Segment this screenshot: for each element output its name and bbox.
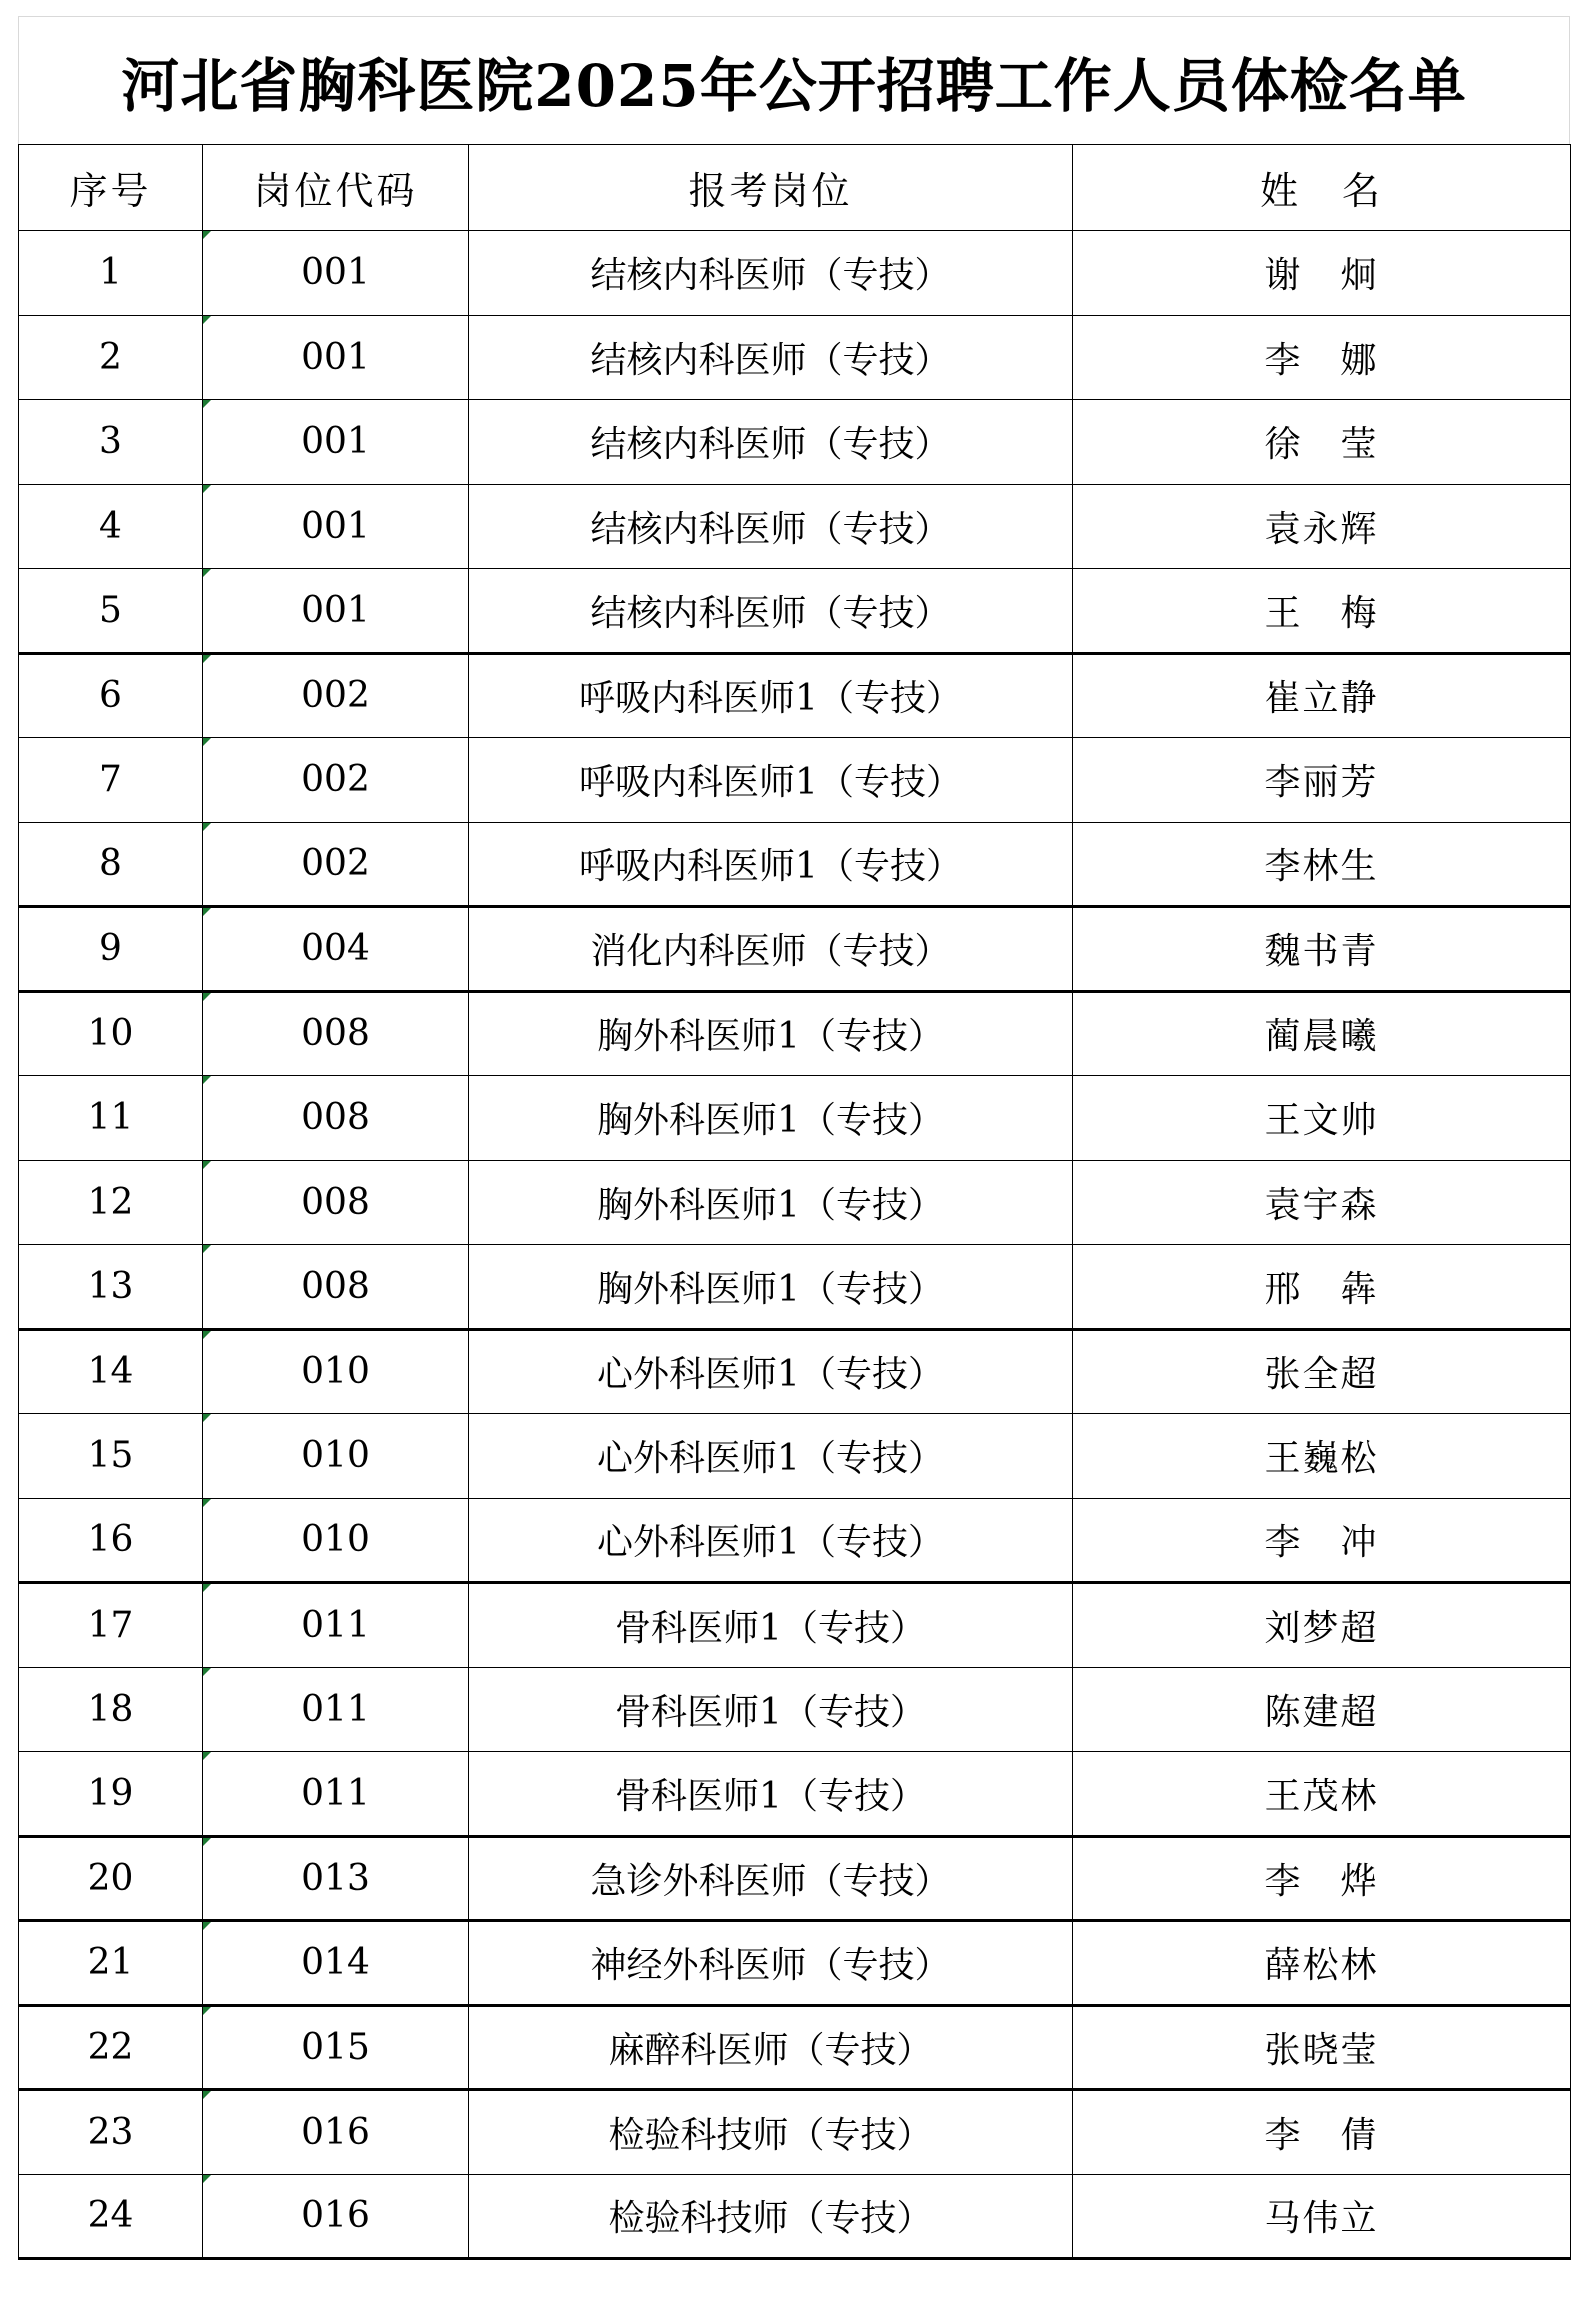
- cell-post: 消化内科医师（专技）: [469, 907, 1073, 992]
- table-row: [19, 2005, 1571, 2090]
- spreadsheet-page: [18, 16, 1570, 2260]
- cell-post: 心外科医师1（专技）: [469, 1414, 1073, 1499]
- table-row: [19, 1836, 1571, 1921]
- cell-post: 呼吸内科医师1（专技）: [469, 653, 1073, 738]
- cell-seq: 9: [19, 907, 203, 992]
- table-row: [19, 400, 1571, 485]
- cell-post: 结核内科医师（专技）: [469, 400, 1073, 485]
- cell-name: 李林生: [1073, 822, 1571, 907]
- table-row: [19, 315, 1571, 400]
- cell-code: 010: [203, 1498, 469, 1583]
- title-cell: [18, 16, 1570, 144]
- cell-seq: 2: [19, 315, 203, 400]
- cell-post: 结核内科医师（专技）: [469, 569, 1073, 654]
- cell-code: 008: [203, 1160, 469, 1245]
- cell-seq: 16: [19, 1498, 203, 1583]
- cell-name: 薛松林: [1073, 1921, 1571, 2006]
- cell-post: 麻醉科医师（专技）: [469, 2005, 1073, 2090]
- cell-post: 骨科医师1（专技）: [469, 1752, 1073, 1837]
- cell-code: 011: [203, 1752, 469, 1837]
- cell-name: 邢 犇: [1073, 1245, 1571, 1330]
- cell-name: 袁永辉: [1073, 484, 1571, 569]
- cell-post: 呼吸内科医师1（专技）: [469, 822, 1073, 907]
- table-row: [19, 1583, 1571, 1668]
- table-body: [19, 231, 1571, 2259]
- cell-code: 001: [203, 569, 469, 654]
- cell-code: 002: [203, 653, 469, 738]
- cell-name: 王巍松: [1073, 1414, 1571, 1499]
- cell-code: 016: [203, 2174, 469, 2259]
- cell-code: 013: [203, 1836, 469, 1921]
- cell-post: 骨科医师1（专技）: [469, 1667, 1073, 1752]
- cell-code: 010: [203, 1414, 469, 1499]
- cell-seq: 11: [19, 1076, 203, 1161]
- cell-code: 010: [203, 1329, 469, 1414]
- table-row: [19, 1245, 1571, 1330]
- header-code: 岗位代码: [203, 145, 469, 231]
- cell-code: 001: [203, 231, 469, 316]
- cell-post: 神经外科医师（专技）: [469, 1921, 1073, 2006]
- cell-code: 004: [203, 907, 469, 992]
- cell-seq: 3: [19, 400, 203, 485]
- table-row: [19, 1921, 1571, 2006]
- cell-code: 002: [203, 822, 469, 907]
- table-row: [19, 484, 1571, 569]
- cell-seq: 12: [19, 1160, 203, 1245]
- cell-post: 心外科医师1（专技）: [469, 1498, 1073, 1583]
- cell-seq: 24: [19, 2174, 203, 2259]
- cell-name: 王茂林: [1073, 1752, 1571, 1837]
- cell-name: 徐 莹: [1073, 400, 1571, 485]
- page-title: 河北省胸科医院2025年公开招聘工作人员体检名单: [121, 51, 1467, 120]
- cell-name: 李 倩: [1073, 2090, 1571, 2175]
- table-header-row: [19, 145, 1571, 231]
- cell-code: 008: [203, 1245, 469, 1330]
- cell-code: 002: [203, 738, 469, 823]
- cell-name: 李丽芳: [1073, 738, 1571, 823]
- cell-post: 胸外科医师1（专技）: [469, 1160, 1073, 1245]
- table-row: [19, 1329, 1571, 1414]
- cell-code: 011: [203, 1667, 469, 1752]
- cell-code: 008: [203, 991, 469, 1076]
- cell-name: 袁宇森: [1073, 1160, 1571, 1245]
- table-row: [19, 822, 1571, 907]
- cell-name: 李 娜: [1073, 315, 1571, 400]
- table-row: [19, 569, 1571, 654]
- cell-seq: 10: [19, 991, 203, 1076]
- cell-seq: 20: [19, 1836, 203, 1921]
- table-row: [19, 1667, 1571, 1752]
- cell-name: 刘梦超: [1073, 1583, 1571, 1668]
- cell-code: 014: [203, 1921, 469, 2006]
- table-row: [19, 2174, 1571, 2259]
- table-row: [19, 907, 1571, 992]
- cell-name: 马伟立: [1073, 2174, 1571, 2259]
- cell-name: 陈建超: [1073, 1667, 1571, 1752]
- cell-seq: 1: [19, 231, 203, 316]
- table-row: [19, 1498, 1571, 1583]
- cell-seq: 18: [19, 1667, 203, 1752]
- cell-seq: 22: [19, 2005, 203, 2090]
- cell-name: 王文帅: [1073, 1076, 1571, 1161]
- cell-post: 检验科技师（专技）: [469, 2174, 1073, 2259]
- table-row: [19, 653, 1571, 738]
- cell-name: 李 烨: [1073, 1836, 1571, 1921]
- cell-code: 016: [203, 2090, 469, 2175]
- cell-post: 检验科技师（专技）: [469, 2090, 1073, 2175]
- cell-seq: 17: [19, 1583, 203, 1668]
- cell-seq: 7: [19, 738, 203, 823]
- cell-post: 胸外科医师1（专技）: [469, 1076, 1073, 1161]
- cell-seq: 23: [19, 2090, 203, 2175]
- table-row: [19, 1752, 1571, 1837]
- cell-seq: 15: [19, 1414, 203, 1499]
- table-row: [19, 1076, 1571, 1161]
- cell-seq: 5: [19, 569, 203, 654]
- cell-code: 008: [203, 1076, 469, 1161]
- cell-seq: 6: [19, 653, 203, 738]
- cell-name: 崔立静: [1073, 653, 1571, 738]
- table-row: [19, 991, 1571, 1076]
- header-name: 姓 名: [1073, 145, 1571, 231]
- cell-seq: 14: [19, 1329, 203, 1414]
- cell-post: 心外科医师1（专技）: [469, 1329, 1073, 1414]
- header-seq: 序号: [19, 145, 203, 231]
- cell-name: 蔺晨曦: [1073, 991, 1571, 1076]
- cell-seq: 19: [19, 1752, 203, 1837]
- cell-post: 胸外科医师1（专技）: [469, 991, 1073, 1076]
- cell-code: 011: [203, 1583, 469, 1668]
- cell-post: 结核内科医师（专技）: [469, 315, 1073, 400]
- cell-code: 001: [203, 400, 469, 485]
- table-row: [19, 1160, 1571, 1245]
- cell-post: 骨科医师1（专技）: [469, 1583, 1073, 1668]
- cell-code: 001: [203, 484, 469, 569]
- exam-list-table: [18, 144, 1571, 2260]
- table-row: [19, 1414, 1571, 1499]
- cell-seq: 13: [19, 1245, 203, 1330]
- cell-name: 魏书青: [1073, 907, 1571, 992]
- cell-post: 急诊外科医师（专技）: [469, 1836, 1073, 1921]
- cell-post: 胸外科医师1（专技）: [469, 1245, 1073, 1330]
- cell-seq: 21: [19, 1921, 203, 2006]
- cell-post: 结核内科医师（专技）: [469, 231, 1073, 316]
- cell-name: 张晓莹: [1073, 2005, 1571, 2090]
- cell-name: 李 冲: [1073, 1498, 1571, 1583]
- table-row: [19, 231, 1571, 316]
- cell-post: 结核内科医师（专技）: [469, 484, 1073, 569]
- cell-post: 呼吸内科医师1（专技）: [469, 738, 1073, 823]
- cell-name: 张全超: [1073, 1329, 1571, 1414]
- cell-seq: 8: [19, 822, 203, 907]
- cell-seq: 4: [19, 484, 203, 569]
- table-row: [19, 738, 1571, 823]
- cell-name: 谢 炯: [1073, 231, 1571, 316]
- cell-name: 王 梅: [1073, 569, 1571, 654]
- table-row: [19, 2090, 1571, 2175]
- cell-code: 001: [203, 315, 469, 400]
- cell-code: 015: [203, 2005, 469, 2090]
- header-post: 报考岗位: [469, 145, 1073, 231]
